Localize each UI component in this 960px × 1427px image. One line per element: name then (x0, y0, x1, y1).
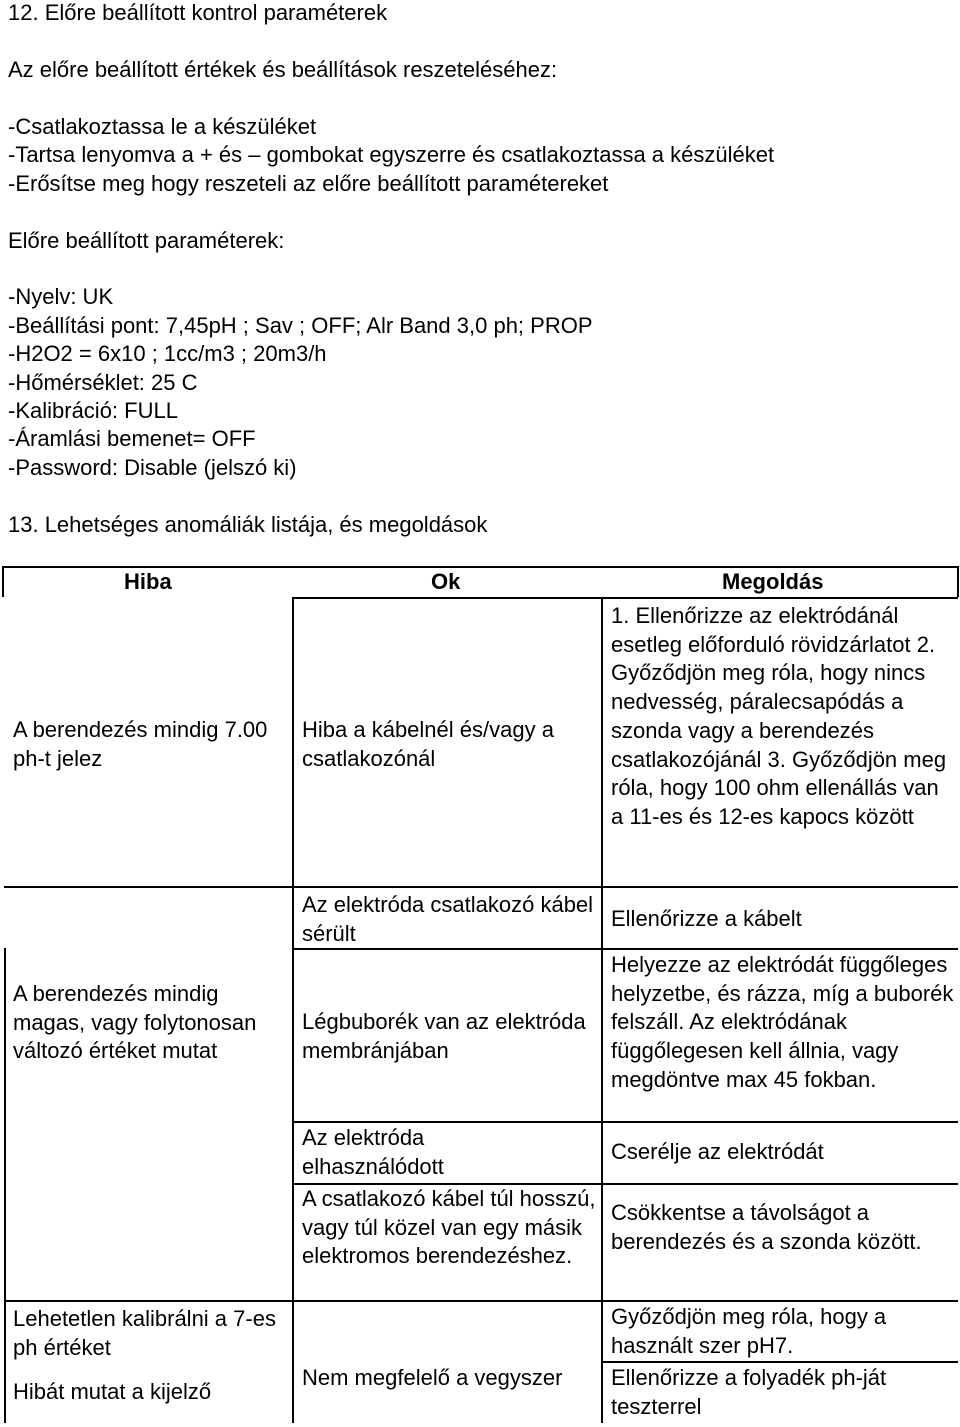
param-item: -Kalibráció: FULL (8, 398, 178, 423)
table-border-left (4, 948, 6, 1423)
section-13-title: 13. Lehetséges anomáliák listája, és megoldások (8, 512, 488, 537)
ok-cell: A csatlakozó kábel túl hosszú, vagy túl közel van egy másik elektromos berendezéshez. (302, 1186, 596, 1269)
ok-cell: Nem megfelelő a vegyszer (302, 1365, 563, 1390)
hiba-cell: Lehetetlen kalibrálni a 7-es ph értéket (13, 1306, 276, 1360)
param-item: -Nyelv: UK (8, 284, 114, 309)
param-item: -Password: Disable (jelszó ki) (8, 455, 297, 480)
megoldas-cell: Csökkentse a távolságot a berendezés és a szonda között. (611, 1200, 922, 1254)
megoldas-cell: Helyezze az elektródát függőleges helyzetbe, és rázza, míg a buborék felszáll. Az elektródának függőlegesen kell állnia, vagy megdöntve max 45 fokban. (611, 952, 954, 1092)
ok-cell: Az elektróda elhasználódott (302, 1125, 444, 1179)
megoldas-cell: Cserélje az elektródát (611, 1139, 824, 1164)
megoldas-cell: 1. Ellenőrizze az elektródánál esetleg előforduló rövidzárlatot 2. Győződjön meg róla, hogy nincs nedvesség, páralecsapódás a szonda vagy a berendezés csatlakozójánál 3. Győződjön meg róla, hogy 100 ohm ellenállás van a 11-es és 12-es kapocs között (611, 603, 947, 829)
ok-cell: Légbuborék van az elektróda membránjában (302, 1009, 586, 1063)
ok-cell: Az elektróda csatlakozó kábel sérült (302, 892, 594, 946)
row-separator (602, 1361, 958, 1363)
param-item: -Áramlási bemenet= OFF (8, 426, 256, 451)
section-12-intro: Az előre beállított értékek és beállítások reszeteléséhez: (8, 57, 558, 82)
header-ok: Ok (431, 569, 461, 594)
header-hiba: Hiba (124, 569, 172, 594)
param-item: -Hőmérséklet: 25 C (8, 370, 198, 395)
header-megoldas: Megoldás (722, 569, 824, 594)
reset-step: -Csatlakoztassa le a készüléket (8, 114, 317, 139)
param-item: -Beállítási pont: 7,45pH ; Sav ; OFF; Alr Band 3,0 ph; PROP (8, 313, 593, 338)
megoldas-cell: Ellenőrizze a folyadék ph-ját teszterrel (611, 1365, 887, 1419)
reset-step: -Tartsa lenyomva a + és – gombokat egyszerre és csatlakoztassa a készüléket (8, 142, 775, 167)
megoldas-cell: Ellenőrizze a kábelt (611, 906, 802, 931)
ok-cell: Hiba a kábelnél és/vagy a csatlakozónál (302, 717, 554, 771)
row-separator (4, 1300, 958, 1302)
header-separator (292, 597, 958, 599)
row-separator (4, 886, 958, 888)
row-separator (292, 1121, 958, 1123)
section-12-title: 12. Előre beállított kontrol paraméterek (8, 0, 388, 25)
megoldas-cell: Győződjön meg róla, hogy a használt szer pH7. (611, 1304, 887, 1358)
params-title: Előre beállított paraméterek: (8, 228, 285, 253)
hiba-cell: Hibát mutat a kijelző (13, 1379, 212, 1404)
param-item: -H2O2 = 6x10 ; 1cc/m3 ; 20m3/h (8, 341, 327, 366)
hiba-cell: A berendezés mindig magas, vagy folytonosan változó értéket mutat (13, 981, 257, 1064)
table-border-right (957, 566, 959, 597)
table-border-left (2, 566, 4, 597)
hiba-cell: A berendezés mindig 7.00 ph-t jelez (13, 717, 268, 771)
reset-step: -Erősítse meg hogy reszeteli az előre beállított paramétereket (8, 171, 609, 196)
